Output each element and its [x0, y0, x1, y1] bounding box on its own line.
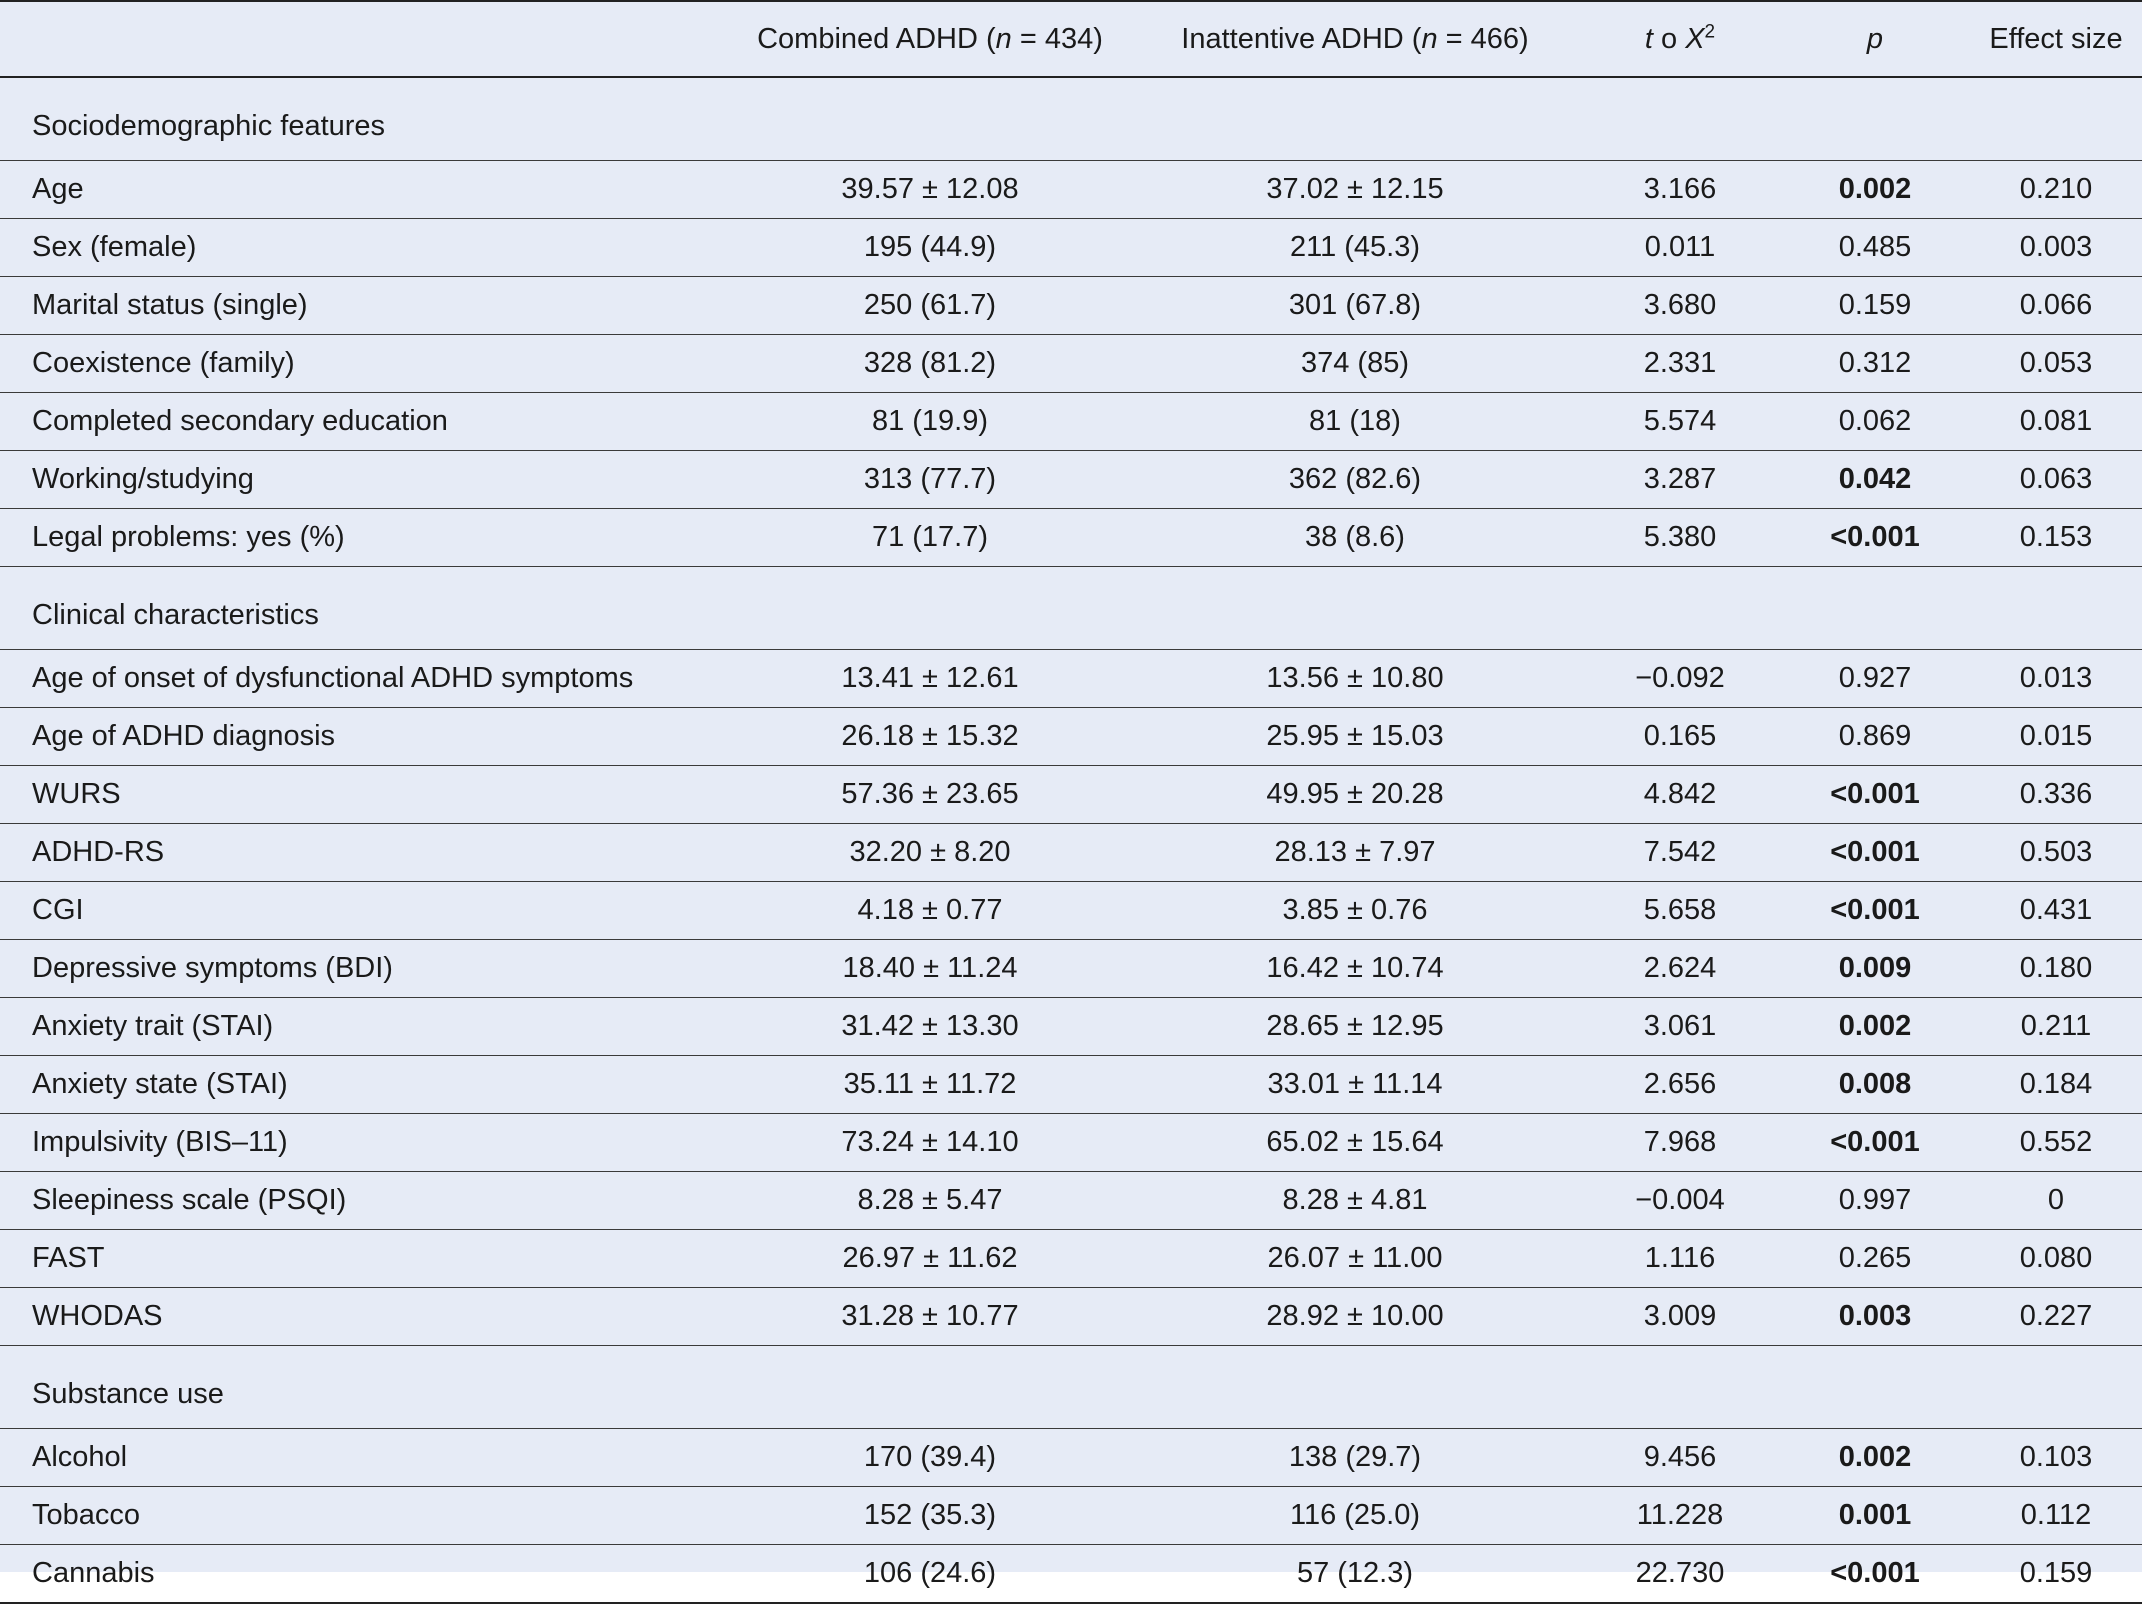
combined-value: 152 (35.3) [730, 1487, 1130, 1545]
effect-size-value: 0.503 [1970, 824, 2142, 882]
p-value: 0.062 [1780, 393, 1970, 451]
table-row [0, 451, 2142, 509]
test-statistic-value: 22.730 [1580, 1545, 1780, 1604]
test-statistic-value: 3.009 [1580, 1288, 1780, 1346]
table-row [0, 1114, 2142, 1172]
effect-size-value: 0.336 [1970, 766, 2142, 824]
combined-value: 31.28 ± 10.77 [730, 1288, 1130, 1346]
combined-value: 71 (17.7) [730, 509, 1130, 567]
row-label: Age of ADHD diagnosis [0, 708, 730, 766]
header-label-cell [0, 1, 730, 77]
inattentive-value: 65.02 ± 15.64 [1130, 1114, 1580, 1172]
test-statistic-value: 7.968 [1580, 1114, 1780, 1172]
header-chi-letter: X [1685, 22, 1705, 55]
p-value: 0.927 [1780, 650, 1970, 708]
combined-value: 81 (19.9) [730, 393, 1130, 451]
table-row [0, 393, 2142, 451]
test-statistic-value: −0.004 [1580, 1172, 1780, 1230]
inattentive-value: 374 (85) [1130, 335, 1580, 393]
combined-value: 57.36 ± 23.65 [730, 766, 1130, 824]
inattentive-value: 301 (67.8) [1130, 277, 1580, 335]
table-row [0, 708, 2142, 766]
header-inattentive-n: n [1421, 22, 1438, 55]
inattentive-value: 28.13 ± 7.97 [1130, 824, 1580, 882]
table-row [0, 335, 2142, 393]
p-value: 0.002 [1780, 998, 1970, 1056]
header-combined-adhd [730, 1, 1130, 77]
combined-value: 8.28 ± 5.47 [730, 1172, 1130, 1230]
inattentive-value: 81 (18) [1130, 393, 1580, 451]
combined-value: 35.11 ± 11.72 [730, 1056, 1130, 1114]
table-row [0, 1487, 2142, 1545]
combined-value: 170 (39.4) [730, 1429, 1130, 1487]
inattentive-value: 138 (29.7) [1130, 1429, 1580, 1487]
combined-value: 39.57 ± 12.08 [730, 161, 1130, 219]
header-inattentive-suffix: = 466) [1437, 22, 1529, 55]
test-statistic-value: 9.456 [1580, 1429, 1780, 1487]
inattentive-value: 16.42 ± 10.74 [1130, 940, 1580, 998]
p-value: 0.997 [1780, 1172, 1970, 1230]
row-label: Sex (female) [0, 219, 730, 277]
table-row [0, 824, 2142, 882]
effect-size-value: 0.081 [1970, 393, 2142, 451]
header-combined-suffix: = 434) [1011, 22, 1103, 55]
header-inattentive-adhd [1130, 1, 1580, 77]
effect-size-value: 0.013 [1970, 650, 2142, 708]
effect-size-value: 0.053 [1970, 335, 2142, 393]
row-label: Alcohol [0, 1429, 730, 1487]
combined-value: 313 (77.7) [730, 451, 1130, 509]
inattentive-value: 49.95 ± 20.28 [1130, 766, 1580, 824]
row-label: FAST [0, 1230, 730, 1288]
combined-value: 13.41 ± 12.61 [730, 650, 1130, 708]
inattentive-value: 13.56 ± 10.80 [1130, 650, 1580, 708]
test-statistic-value: 2.331 [1580, 335, 1780, 393]
row-label: WHODAS [0, 1288, 730, 1346]
row-label: Completed secondary education [0, 393, 730, 451]
effect-size-value: 0.103 [1970, 1429, 2142, 1487]
test-statistic-value: −0.092 [1580, 650, 1780, 708]
inattentive-value: 28.65 ± 12.95 [1130, 998, 1580, 1056]
inattentive-value: 38 (8.6) [1130, 509, 1580, 567]
section-header-row [0, 567, 2142, 650]
p-value: 0.159 [1780, 277, 1970, 335]
inattentive-value: 25.95 ± 15.03 [1130, 708, 1580, 766]
p-value: 0.002 [1780, 161, 1970, 219]
effect-size-value: 0.003 [1970, 219, 2142, 277]
table-header [0, 1, 2142, 77]
header-t-mid: o [1652, 22, 1686, 55]
table-row [0, 219, 2142, 277]
combined-value: 328 (81.2) [730, 335, 1130, 393]
row-label: Coexistence (family) [0, 335, 730, 393]
combined-value: 250 (61.7) [730, 277, 1130, 335]
table-row [0, 277, 2142, 335]
row-label: Legal problems: yes (%) [0, 509, 730, 567]
combined-value: 73.24 ± 14.10 [730, 1114, 1130, 1172]
table-row [0, 650, 2142, 708]
table-row [0, 1230, 2142, 1288]
header-p-value: p [1780, 1, 1970, 77]
table-row [0, 940, 2142, 998]
inattentive-value: 26.07 ± 11.00 [1130, 1230, 1580, 1288]
combined-value: 106 (24.6) [730, 1545, 1130, 1604]
p-value: 0.009 [1780, 940, 1970, 998]
test-statistic-value: 3.680 [1580, 277, 1780, 335]
effect-size-value: 0.210 [1970, 161, 2142, 219]
p-value: 0.003 [1780, 1288, 1970, 1346]
header-test-statistic [1580, 1, 1780, 77]
table-body [0, 77, 2142, 1603]
section-title: Clinical characteristics [0, 567, 2142, 650]
row-label: Anxiety state (STAI) [0, 1056, 730, 1114]
inattentive-value: 211 (45.3) [1130, 219, 1580, 277]
row-label: Cannabis [0, 1545, 730, 1604]
header-combined-prefix: Combined ADHD ( [757, 22, 996, 55]
row-label: Sleepiness scale (PSQI) [0, 1172, 730, 1230]
table-row [0, 882, 2142, 940]
combined-value: 4.18 ± 0.77 [730, 882, 1130, 940]
header-combined-n: n [995, 22, 1012, 55]
table-row [0, 1288, 2142, 1346]
effect-size-value: 0.552 [1970, 1114, 2142, 1172]
effect-size-value: 0 [1970, 1172, 2142, 1230]
inattentive-value: 37.02 ± 12.15 [1130, 161, 1580, 219]
effect-size-value: 0.431 [1970, 882, 2142, 940]
inattentive-value: 8.28 ± 4.81 [1130, 1172, 1580, 1230]
combined-value: 26.18 ± 15.32 [730, 708, 1130, 766]
section-header-row [0, 77, 2142, 161]
p-value: 0.265 [1780, 1230, 1970, 1288]
inattentive-value: 3.85 ± 0.76 [1130, 882, 1580, 940]
p-value: <0.001 [1780, 882, 1970, 940]
test-statistic-value: 1.116 [1580, 1230, 1780, 1288]
combined-value: 32.20 ± 8.20 [730, 824, 1130, 882]
effect-size-value: 0.112 [1970, 1487, 2142, 1545]
test-statistic-value: 3.061 [1580, 998, 1780, 1056]
table-row [0, 161, 2142, 219]
header-chi-exponent: 2 [1704, 20, 1716, 42]
test-statistic-value: 0.011 [1580, 219, 1780, 277]
test-statistic-value: 5.658 [1580, 882, 1780, 940]
section-header-row [0, 1346, 2142, 1429]
section-title: Sociodemographic features [0, 77, 2142, 161]
row-label: ADHD-RS [0, 824, 730, 882]
row-label: Age of onset of dysfunctional ADHD symptoms [0, 650, 730, 708]
table-row [0, 1056, 2142, 1114]
effect-size-value: 0.211 [1970, 998, 2142, 1056]
header-inattentive-prefix: Inattentive ADHD ( [1181, 22, 1422, 55]
test-statistic-value: 4.842 [1580, 766, 1780, 824]
row-label: Working/studying [0, 451, 730, 509]
table-row [0, 509, 2142, 567]
effect-size-value: 0.227 [1970, 1288, 2142, 1346]
row-label: Anxiety trait (STAI) [0, 998, 730, 1056]
test-statistic-value: 3.287 [1580, 451, 1780, 509]
inattentive-value: 57 (12.3) [1130, 1545, 1580, 1604]
p-value: <0.001 [1780, 1114, 1970, 1172]
effect-size-value: 0.153 [1970, 509, 2142, 567]
p-value: 0.869 [1780, 708, 1970, 766]
test-statistic-value: 5.574 [1580, 393, 1780, 451]
inattentive-value: 116 (25.0) [1130, 1487, 1580, 1545]
header-row [0, 1, 2142, 77]
test-statistic-value: 2.656 [1580, 1056, 1780, 1114]
combined-value: 26.97 ± 11.62 [730, 1230, 1130, 1288]
effect-size-value: 0.180 [1970, 940, 2142, 998]
p-value: 0.312 [1780, 335, 1970, 393]
effect-size-value: 0.063 [1970, 451, 2142, 509]
p-value: <0.001 [1780, 509, 1970, 567]
table-row [0, 1429, 2142, 1487]
effect-size-value: 0.184 [1970, 1056, 2142, 1114]
test-statistic-value: 11.228 [1580, 1487, 1780, 1545]
table-row [0, 1545, 2142, 1604]
test-statistic-value: 7.542 [1580, 824, 1780, 882]
section-title: Substance use [0, 1346, 2142, 1429]
effect-size-value: 0.066 [1970, 277, 2142, 335]
combined-value: 18.40 ± 11.24 [730, 940, 1130, 998]
test-statistic-value: 0.165 [1580, 708, 1780, 766]
p-value: 0.485 [1780, 219, 1970, 277]
inattentive-value: 28.92 ± 10.00 [1130, 1288, 1580, 1346]
row-label: Impulsivity (BIS–11) [0, 1114, 730, 1172]
combined-value: 31.42 ± 13.30 [730, 998, 1130, 1056]
p-value: 0.002 [1780, 1429, 1970, 1487]
effect-size-value: 0.080 [1970, 1230, 2142, 1288]
p-value: 0.008 [1780, 1056, 1970, 1114]
row-label: WURS [0, 766, 730, 824]
table-row [0, 766, 2142, 824]
effect-size-value: 0.159 [1970, 1545, 2142, 1604]
p-value: <0.001 [1780, 766, 1970, 824]
row-label: Age [0, 161, 730, 219]
row-label: Marital status (single) [0, 277, 730, 335]
row-label: Tobacco [0, 1487, 730, 1545]
p-value: 0.001 [1780, 1487, 1970, 1545]
combined-value: 195 (44.9) [730, 219, 1130, 277]
header-effect-size: Effect size [1970, 1, 2142, 77]
row-label: CGI [0, 882, 730, 940]
effect-size-value: 0.015 [1970, 708, 2142, 766]
p-value: <0.001 [1780, 824, 1970, 882]
table-row [0, 998, 2142, 1056]
p-value: 0.042 [1780, 451, 1970, 509]
table-row [0, 1172, 2142, 1230]
inattentive-value: 33.01 ± 11.14 [1130, 1056, 1580, 1114]
test-statistic-value: 5.380 [1580, 509, 1780, 567]
header-t-letter: t [1644, 22, 1653, 55]
test-statistic-value: 2.624 [1580, 940, 1780, 998]
p-value: <0.001 [1780, 1545, 1970, 1604]
test-statistic-value: 3.166 [1580, 161, 1780, 219]
inattentive-value: 362 (82.6) [1130, 451, 1580, 509]
row-label: Depressive symptoms (BDI) [0, 940, 730, 998]
